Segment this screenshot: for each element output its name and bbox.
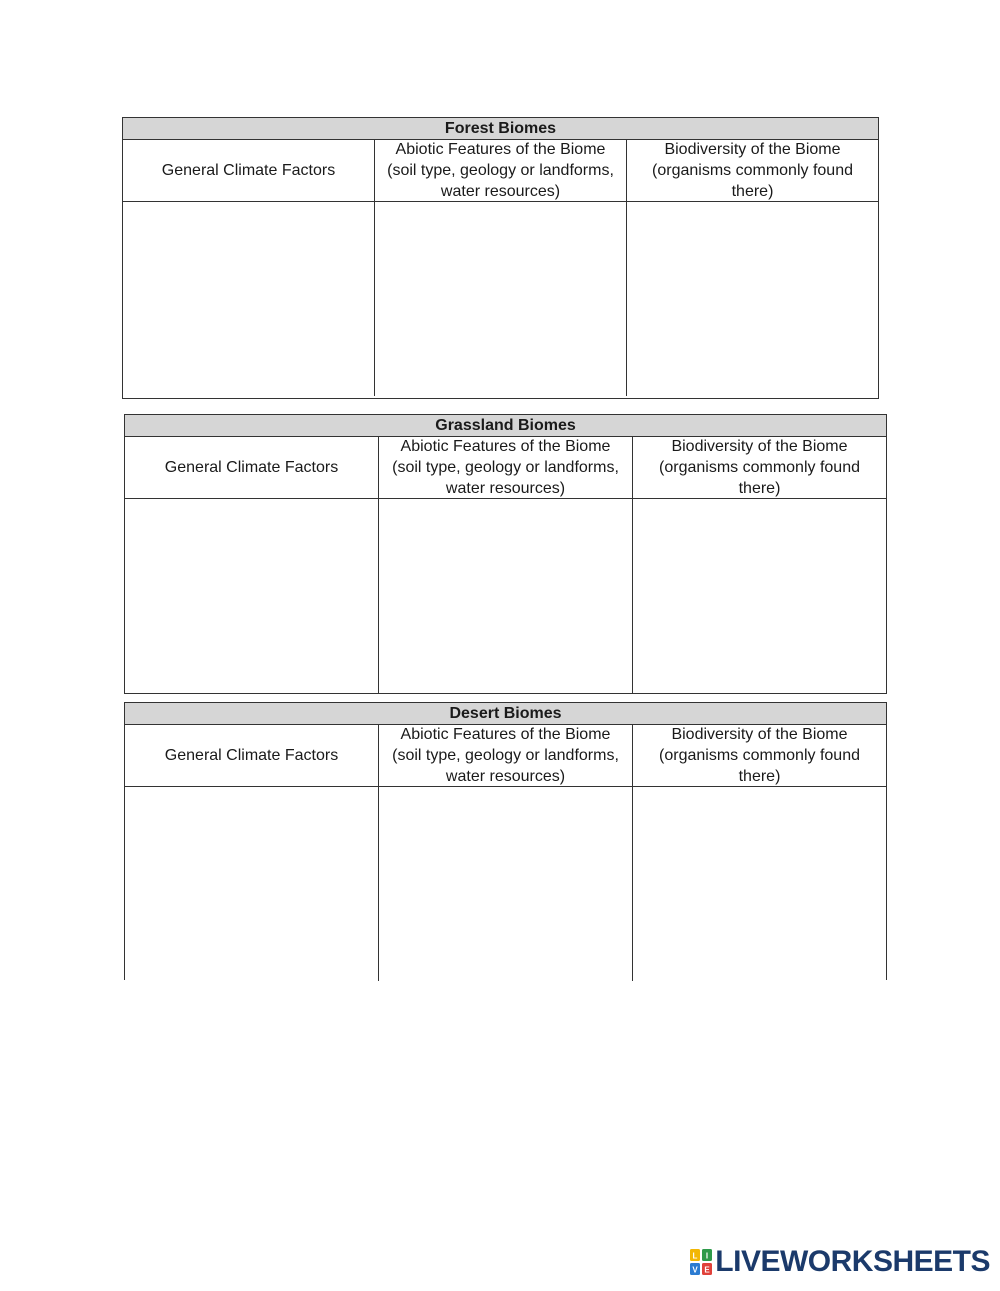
header-row bbox=[125, 725, 886, 787]
liveworksheets-logo-icon bbox=[690, 1249, 712, 1275]
answer-cell-climate[interactable] bbox=[125, 499, 378, 693]
grassland-biomes-table bbox=[124, 414, 887, 694]
liveworksheets-brand[interactable] bbox=[690, 1245, 990, 1279]
column-header-climate: General Climate Factors bbox=[164, 747, 339, 764]
answer-cell-biodiversity[interactable] bbox=[632, 787, 886, 981]
svg-text:E: E bbox=[704, 1265, 710, 1275]
column-header-biodiversity: Biodiversity of the Biome (organisms commonly found there) bbox=[626, 140, 878, 201]
table-title: Forest Biomes bbox=[123, 118, 878, 140]
answer-cell-abiotic[interactable] bbox=[378, 499, 632, 693]
header-row bbox=[123, 140, 878, 202]
column-header-abiotic: Abiotic Features of the Biome (soil type, geology or landforms, water resources) bbox=[378, 725, 632, 786]
answer-row bbox=[125, 499, 886, 693]
column-header-abiotic: Abiotic Features of the Biome (soil type, geology or landforms, water resources) bbox=[378, 437, 632, 498]
svg-text:I: I bbox=[706, 1251, 709, 1261]
answer-cell-climate[interactable] bbox=[123, 202, 374, 396]
column-header-biodiversity: Biodiversity of the Biome (organisms commonly found there) bbox=[632, 437, 886, 498]
table-title: Grassland Biomes bbox=[125, 415, 886, 437]
column-header-abiotic: Abiotic Features of the Biome (soil type, geology or landforms, water resources) bbox=[374, 140, 626, 201]
answer-cell-biodiversity[interactable] bbox=[632, 499, 886, 693]
answer-row bbox=[123, 202, 878, 396]
column-header-biodiversity: Biodiversity of the Biome (organisms commonly found there) bbox=[632, 725, 886, 786]
table-title: Desert Biomes bbox=[125, 703, 886, 725]
desert-biomes-table bbox=[124, 702, 887, 980]
answer-cell-climate[interactable] bbox=[125, 787, 378, 981]
brand-wordmark: LIVEWORKSHEETS bbox=[715, 1245, 990, 1278]
header-row bbox=[125, 437, 886, 499]
column-header-climate: General Climate Factors bbox=[164, 459, 339, 476]
forest-biomes-table bbox=[122, 117, 879, 399]
column-header-climate: General Climate Factors bbox=[161, 162, 336, 179]
answer-cell-abiotic[interactable] bbox=[374, 202, 626, 396]
answer-cell-biodiversity[interactable] bbox=[626, 202, 878, 396]
answer-cell-abiotic[interactable] bbox=[378, 787, 632, 981]
svg-text:L: L bbox=[692, 1251, 698, 1261]
answer-row bbox=[125, 787, 886, 981]
svg-text:V: V bbox=[692, 1265, 698, 1275]
